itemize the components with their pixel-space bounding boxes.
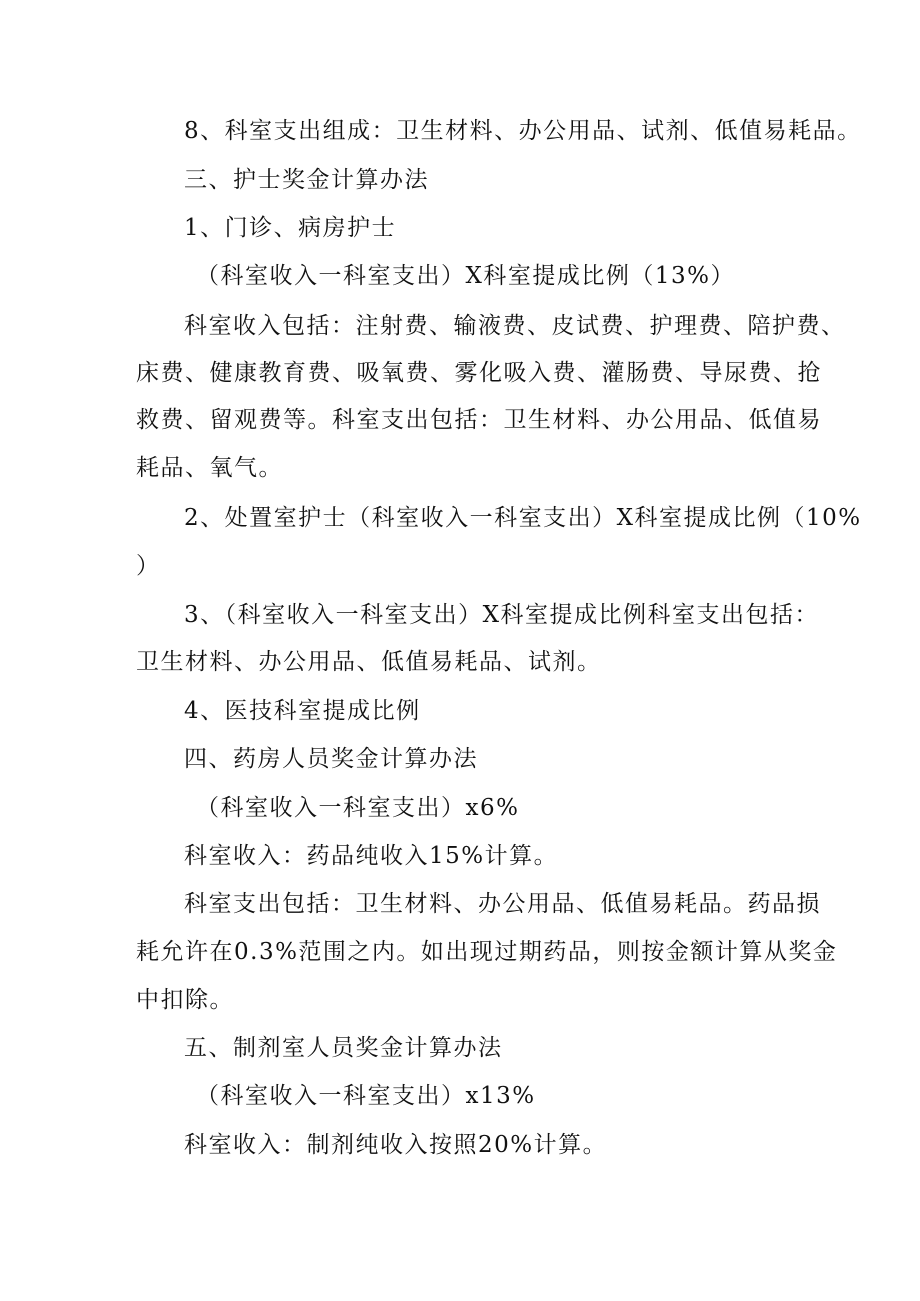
formula-line: （科室收入一科室支出）x13% [196, 1083, 536, 1109]
formula-line: （科室收入一科室支出）x6% [196, 795, 520, 821]
text-line: 4、医技科室提成比例 [184, 698, 421, 724]
section-heading: 三、护士奖金计算办法 [184, 167, 429, 193]
text-line: 科室收入：制剂纯收入按照20%计算。 [184, 1132, 608, 1158]
section-heading: 四、药房人员奖金计算办法 [184, 746, 478, 772]
text-line: 1、门诊、病房护士 [184, 215, 397, 241]
text-line: 科室收入包括：注射费、输液费、皮试费、护理费、陪护费、 [184, 313, 846, 339]
text-line: 科室支出包括：卫生材料、办公用品、低值易耗品。药品损 [184, 891, 821, 917]
formula-line: （科室收入一科室支出）X科室提成比例（13%） [196, 263, 735, 289]
text-line: 耗品、氧气。 [136, 455, 283, 481]
text-line: ） [136, 553, 161, 579]
text-line: 3、（科室收入一科室支出）X科室提成比例科室支出包括： [184, 602, 820, 628]
section-heading: 五、制剂室人员奖金计算办法 [184, 1035, 503, 1061]
text-line: 中扣除。 [136, 987, 234, 1013]
text-line: 耗允许在0.3%范围之内。如出现过期药品，则按金额计算从奖金 [136, 939, 838, 965]
text-line: 卫生材料、办公用品、低值易耗品、试剂。 [136, 649, 602, 675]
text-line: 救费、留观费等。科室支出包括：卫生材料、办公用品、低值易 [136, 407, 822, 433]
text-line: 床费、健康教育费、吸氧费、雾化吸入费、灌肠费、导尿费、抢 [136, 360, 822, 386]
text-line: 科室收入：药品纯收入15%计算。 [184, 843, 559, 869]
text-line: 8、科室支出组成：卫生材料、办公用品、试剂、低值易耗品。 [184, 118, 862, 144]
text-line: 2、处置室护士（科室收入一科室支出）X科室提成比例（10% [184, 505, 862, 531]
